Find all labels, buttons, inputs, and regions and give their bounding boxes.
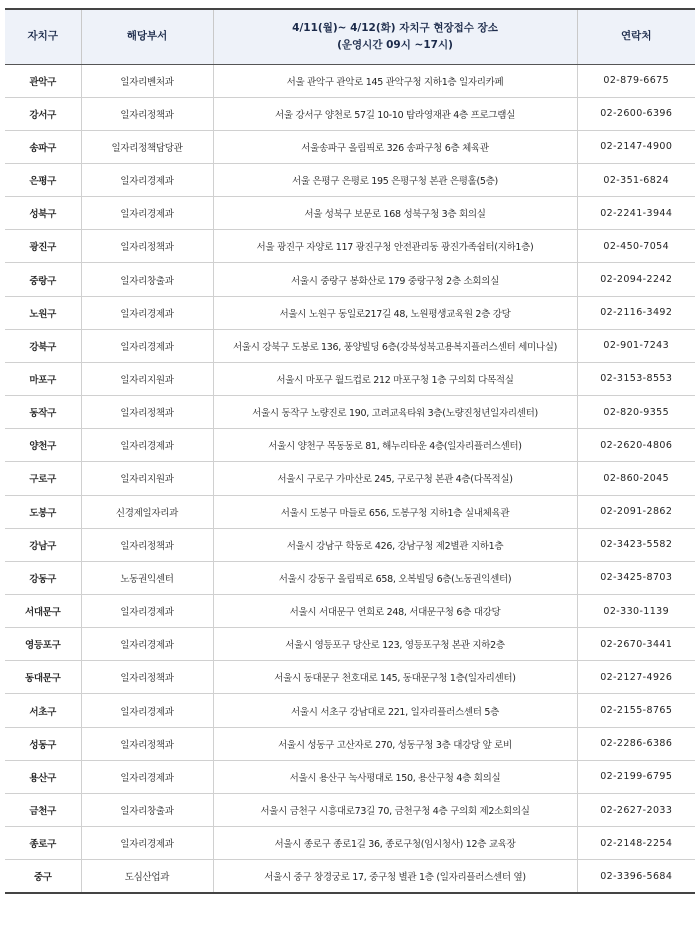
phone-cell: 02-330-1139 (577, 595, 695, 628)
table-row (5, 462, 695, 495)
phone-cell: 02-2091-2862 (577, 495, 695, 528)
district-cell: 도봉구 (5, 495, 81, 528)
address-cell: 서울시 서초구 강남대로 221, 일자리플러스센터 5층 (213, 694, 577, 727)
district-cell: 노원구 (5, 296, 81, 329)
district-cell: 중구 (33, 872, 52, 884)
department-cell: 일자리경제과 (81, 296, 213, 329)
address-cell: 서울시 구로구 가마산로 245, 구로구청 본관 4층(다목적실) (213, 462, 577, 495)
header-contact: 연락처 (577, 9, 695, 64)
district-cell: 은평구 (5, 163, 81, 196)
phone-cell: 02-351-6824 (577, 163, 695, 196)
department-cell: 노동권익센터 (81, 561, 213, 594)
department-cell: 일자리창출과 (81, 793, 213, 826)
address-cell: 서울시 강북구 도봉로 136, 풍양빌딩 6층(강북성북고용복지플러스센터 세미나실) (213, 329, 577, 362)
table-row (5, 163, 695, 196)
table-row (5, 628, 695, 661)
table-body (5, 64, 695, 893)
phone-cell: 02-2620-4806 (577, 429, 695, 462)
table-row (5, 561, 695, 594)
phone-cell: 02-3153-8553 (577, 362, 695, 395)
address-cell: 서울시 노원구 동일로217길 48, 노원평생교육원 2층 강당 (213, 296, 577, 329)
registration-location-table (5, 8, 695, 894)
phone-cell: 02-2147-4900 (577, 130, 695, 163)
department-cell: 일자리정책과 (81, 97, 213, 130)
address-cell: 서울시 동작구 노량진로 190, 고려교육타워 3층(노량진청년일자리센터) (213, 396, 577, 429)
phone-cell: 02-2155-8765 (577, 694, 695, 727)
phone-cell: 02-3425-8703 (577, 561, 695, 594)
phone-cell: 02-2094-2242 (577, 263, 695, 296)
table-row (5, 760, 695, 793)
district-cell: 서초구 (5, 694, 81, 727)
district-cell: 구로구 (5, 462, 81, 495)
department-cell: 일자리정책과 (81, 230, 213, 263)
department-cell: 일자리경제과 (81, 429, 213, 462)
address-cell: 서울 광진구 자양로 117 광진구청 안전관리동 광진가족쉼터(지하1층) (213, 230, 577, 263)
phone-cell: 02-860-2045 (577, 462, 695, 495)
district-cell: 중랑구 (5, 263, 81, 296)
district-cell: 성북구 (5, 197, 81, 230)
department-cell: 일자리정책과 (81, 528, 213, 561)
header-location-hours: (운영시간 09시 ~17시) (337, 38, 453, 51)
table-row (5, 727, 695, 760)
district-cell: 동대문구 (5, 661, 81, 694)
department-cell: 일자리정책과 (81, 396, 213, 429)
district-cell: 양천구 (5, 429, 81, 462)
phone-cell: 02-901-7243 (577, 329, 695, 362)
table-row (5, 860, 695, 893)
address-cell: 서울시 도봉구 마들로 656, 도봉구청 지하1층 실내체육관 (213, 495, 577, 528)
header-row (5, 9, 695, 64)
phone-cell: 02-2627-2033 (577, 793, 695, 826)
phone-cell: 02-820-9355 (577, 396, 695, 429)
department-cell: 일자리경제과 (81, 197, 213, 230)
address-cell: 서울시 강남구 학동로 426, 강남구청 제2별관 지하1층 (213, 528, 577, 561)
table-row (5, 528, 695, 561)
district-cell: 강동구 (5, 561, 81, 594)
phone-cell: 02-879-6675 (577, 64, 695, 97)
address-cell: 서울 은평구 은평로 195 은평구청 본관 은평홀(5층) (213, 163, 577, 196)
department-cell: 일자리경제과 (81, 827, 213, 860)
district-cell: 강북구 (5, 329, 81, 362)
address-cell: 서울시 중구 창경궁로 17, 중구청 별관 1층 (일자리플러스센터 옆) (213, 860, 577, 893)
table-row (5, 495, 695, 528)
phone-cell: 02-2148-2254 (577, 827, 695, 860)
address-cell: 서울 강서구 양천로 57길 10-10 탐라영재관 4층 프로그램실 (213, 97, 577, 130)
phone-cell: 02-2600-6396 (577, 97, 695, 130)
address-cell: 서울시 영등포구 당산로 123, 영등포구청 본관 지하2층 (213, 628, 577, 661)
address-cell: 서울시 동대문구 천호대로 145, 동대문구청 1층(일자리센터) (213, 661, 577, 694)
district-cell: 마포구 (5, 362, 81, 395)
district-cell: 강서구 (5, 97, 81, 130)
phone-cell: 02-2199-6795 (577, 760, 695, 793)
address-cell: 서울송파구 올림픽로 326 송파구청 6층 체육관 (213, 130, 577, 163)
table-row (5, 97, 695, 130)
table-row (5, 595, 695, 628)
department-cell: 일자리정책과 (81, 727, 213, 760)
department-cell: 일자리경제과 (81, 329, 213, 362)
table-header (5, 9, 695, 64)
address-cell: 서울시 금천구 시흥대로73길 70, 금천구청 4층 구의회 제2소회의실 (213, 793, 577, 826)
header-district: 자치구 (5, 9, 81, 64)
table-row (5, 197, 695, 230)
department-cell: 일자리정책과 (81, 661, 213, 694)
table-row (5, 296, 695, 329)
department-cell: 일자리경제과 (81, 760, 213, 793)
table-row (5, 661, 695, 694)
table-row (5, 130, 695, 163)
department-cell: 일자리지원과 (81, 362, 213, 395)
phone-cell: 02-450-7054 (577, 230, 695, 263)
department-cell: 일자리경제과 (81, 694, 213, 727)
table-row (5, 263, 695, 296)
table-row (5, 694, 695, 727)
phone-cell: 02-2116-3492 (577, 296, 695, 329)
phone-cell: 02-2670-3441 (577, 628, 695, 661)
department-cell: 일자리창출과 (81, 263, 213, 296)
department-cell: 일자리벤처과 (81, 64, 213, 97)
phone-cell: 02-2241-3944 (577, 197, 695, 230)
address-cell: 서울시 중랑구 봉화산로 179 중랑구청 2층 소회의실 (213, 263, 577, 296)
department-cell: 신경제일자리과 (81, 495, 213, 528)
district-cell: 용산구 (5, 760, 81, 793)
header-location (213, 9, 577, 64)
phone-cell: 02-2127-4926 (577, 661, 695, 694)
address-cell: 서울 성북구 보문로 168 성북구청 3층 회의실 (213, 197, 577, 230)
address-cell: 서울시 용산구 녹사평대로 150, 용산구청 4층 회의실 (213, 760, 577, 793)
table-row (5, 827, 695, 860)
district-cell: 금천구 (5, 793, 81, 826)
address-cell: 서울시 마포구 월드컵로 212 마포구청 1층 구의회 다목적실 (213, 362, 577, 395)
address-cell: 서울시 성동구 고산자로 270, 성동구청 3층 대강당 앞 로비 (213, 727, 577, 760)
department-cell: 일자리지원과 (81, 462, 213, 495)
table-row (5, 64, 695, 97)
address-cell: 서울시 서대문구 연희로 248, 서대문구청 6층 대강당 (213, 595, 577, 628)
address-cell: 서울 관악구 관악로 145 관악구청 지하1층 일자리카페 (213, 64, 577, 97)
district-cell: 송파구 (5, 130, 81, 163)
district-cell: 서대문구 (5, 595, 81, 628)
district-cell: 광진구 (5, 230, 81, 263)
district-cell: 종로구 (5, 827, 81, 860)
table-row (5, 429, 695, 462)
phone-cell: 02-2286-6386 (577, 727, 695, 760)
header-department: 해당부서 (81, 9, 213, 64)
phone-cell: 02-3423-5582 (577, 528, 695, 561)
table-row (5, 396, 695, 429)
district-cell: 동작구 (5, 396, 81, 429)
table-row (5, 230, 695, 263)
department-cell: 일자리경제과 (81, 163, 213, 196)
department-cell: 도심산업과 (81, 860, 213, 893)
table-row (5, 329, 695, 362)
department-cell: 일자리경제과 (81, 595, 213, 628)
phone-cell: 02-3396-5684 (577, 860, 695, 893)
address-cell: 서울시 종로구 종로1길 36, 종로구청(임시청사) 12층 교육장 (213, 827, 577, 860)
department-cell: 일자리경제과 (81, 628, 213, 661)
header-location-dates: 4/11(월)~ 4/12(화) 자치구 현장접수 장소 (292, 21, 498, 34)
table-row (5, 362, 695, 395)
district-cell: 관악구 (5, 64, 81, 97)
department-cell: 일자리정책담당관 (81, 130, 213, 163)
district-cell: 성동구 (5, 727, 81, 760)
address-cell: 서울시 강동구 올림픽로 658, 오복빌딩 6층(노동권익센터) (213, 561, 577, 594)
district-cell: 영등포구 (5, 628, 81, 661)
table-row (5, 793, 695, 826)
district-cell: 강남구 (5, 528, 81, 561)
address-cell: 서울시 양천구 목동동로 81, 해누리타운 4층(일자리플러스센터) (213, 429, 577, 462)
